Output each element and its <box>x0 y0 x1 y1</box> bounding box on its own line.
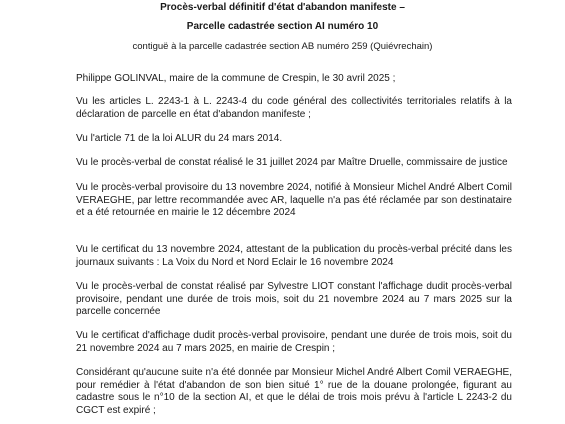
paragraph-affichage-constat: Vu le procès-verbal de constat réalisé par Sylvestre LIOT constant l'affichage dudit procès-verbal provisoire, pendant une durée de trois mois, soit du 21 novembre 2024 au 7 mars 2025 sur la parcelle concernée <box>76 281 512 317</box>
paragraph-considerant: Considérant qu'aucune suite n'a été donnée par Monsieur Michel André Albert Comil VERAEGHE, pour remédier à l'état d'abandon de son bien situé 1° rue de la douane prolongée, figurant au cadastre sous le n°10 de la section AI, et que le délai de trois mois prévu à l'article L 2243-2 du CGCT est expiré ; <box>76 367 512 416</box>
intro-paragraph: Philippe GOLINVAL, maire de la commune de Crespin, le 30 avril 2025 ; <box>76 73 396 84</box>
paragraph-alur: Vu l'article 71 de la loi ALUR du 24 mars 2014. <box>76 133 283 144</box>
paragraph-certificat-publication: Vu le certificat du 13 novembre 2024, attestant de la publication du procès-verbal précité dans les journaux suivants : La Voix du Nord et Nord Eclair le 16 novembre 2024 <box>76 244 512 268</box>
paragraph-pv-provisoire: Vu le procès-verbal provisoire du 13 novembre 2024, notifié à Monsieur Michel André Albert Comil VERAEGHE, par lettre recommandée avec AR, laquelle n'a pas été réclamée par son destinataire et a été retournée en mairie le 12 décembre 2024 <box>76 182 512 218</box>
paragraph-certificat-affichage: Vu le certificat d'affichage dudit procès-verbal provisoire, pendant une durée de trois mois, soit du 21 novembre 2024 au 7 mars 2025, en mairie de Crespin ; <box>76 330 512 354</box>
paragraph-articles: Vu les articles L. 2243-1 à L. 2243-4 du code général des collectivités territoriales relatifs à la déclaration de parcelle en état d'abandon manifeste ; <box>76 96 512 120</box>
parcel-heading: Parcelle cadastrée section AI numéro 10 <box>186 21 379 32</box>
adjacent-parcel-note: contiguë à la parcelle cadastrée section AB numéro 259 (Quiévrechain) <box>132 41 433 52</box>
paragraph-constat: Vu le procès-verbal de constat réalisé le 31 juillet 2024 par Maître Druelle, commissaire de justice <box>76 157 508 168</box>
document-title: Procès-verbal définitif d'état d'abandon manifeste – <box>160 2 405 13</box>
